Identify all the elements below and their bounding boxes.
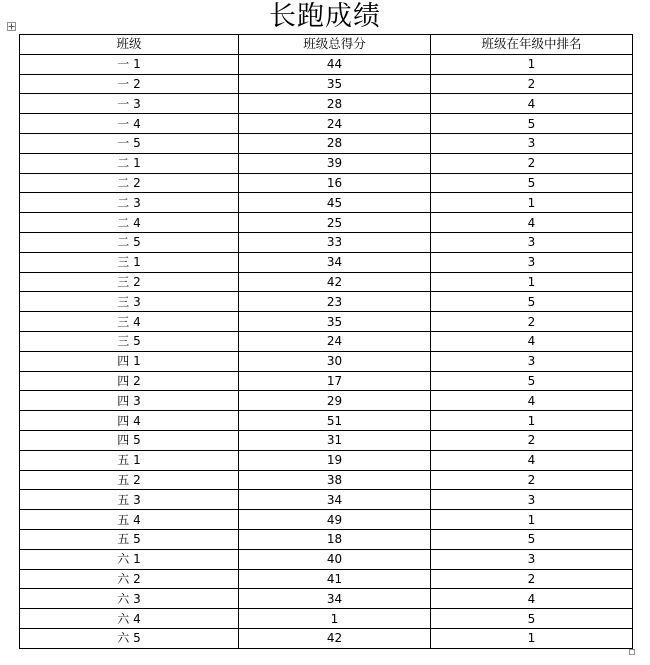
column-header-total-score: 班级总得分 bbox=[239, 35, 431, 55]
cell-class: 六 1 bbox=[20, 549, 239, 569]
table-row bbox=[20, 549, 633, 569]
table-row bbox=[20, 430, 633, 450]
cell-total-score: 40 bbox=[239, 549, 431, 569]
cell-class: 五 2 bbox=[20, 470, 239, 490]
cell-class: 四 3 bbox=[20, 391, 239, 411]
table-row bbox=[20, 193, 633, 213]
table-row bbox=[20, 232, 633, 252]
cell-total-score: 34 bbox=[239, 589, 431, 609]
table-row bbox=[20, 54, 633, 74]
cell-class: 一 1 bbox=[20, 54, 239, 74]
cell-class: 一 5 bbox=[20, 133, 239, 153]
cell-grade-rank: 5 bbox=[431, 292, 633, 312]
cell-grade-rank: 4 bbox=[431, 94, 633, 114]
table-row bbox=[20, 450, 633, 470]
table-row bbox=[20, 589, 633, 609]
cell-total-score: 28 bbox=[239, 94, 431, 114]
cell-class: 三 3 bbox=[20, 292, 239, 312]
cell-grade-rank: 4 bbox=[431, 450, 633, 470]
table-row bbox=[20, 529, 633, 549]
cell-total-score: 28 bbox=[239, 133, 431, 153]
cell-grade-rank: 3 bbox=[431, 351, 633, 371]
cell-total-score: 42 bbox=[239, 628, 431, 648]
table-row bbox=[20, 510, 633, 530]
cell-class: 五 1 bbox=[20, 450, 239, 470]
cell-class: 三 5 bbox=[20, 331, 239, 351]
cell-grade-rank: 1 bbox=[431, 54, 633, 74]
table-row bbox=[20, 272, 633, 292]
resize-square-icon[interactable] bbox=[629, 649, 635, 655]
cell-total-score: 35 bbox=[239, 74, 431, 94]
cell-total-score: 51 bbox=[239, 411, 431, 431]
cell-grade-rank: 4 bbox=[431, 331, 633, 351]
table-row bbox=[20, 490, 633, 510]
cell-grade-rank: 3 bbox=[431, 133, 633, 153]
table-body bbox=[20, 54, 633, 648]
cell-total-score: 1 bbox=[239, 609, 431, 629]
cell-grade-rank: 3 bbox=[431, 490, 633, 510]
cell-grade-rank: 5 bbox=[431, 114, 633, 134]
cell-total-score: 39 bbox=[239, 153, 431, 173]
cell-total-score: 17 bbox=[239, 371, 431, 391]
table-row bbox=[20, 470, 633, 490]
cell-total-score: 31 bbox=[239, 430, 431, 450]
cell-grade-rank: 3 bbox=[431, 252, 633, 272]
cell-grade-rank: 5 bbox=[431, 371, 633, 391]
move-cross-icon[interactable] bbox=[7, 22, 16, 31]
table-row bbox=[20, 173, 633, 193]
cell-total-score: 33 bbox=[239, 232, 431, 252]
cell-total-score: 49 bbox=[239, 510, 431, 530]
table-row bbox=[20, 252, 633, 272]
cell-total-score: 34 bbox=[239, 490, 431, 510]
cell-class: 二 2 bbox=[20, 173, 239, 193]
table-header-row bbox=[20, 35, 633, 55]
cell-total-score: 45 bbox=[239, 193, 431, 213]
cell-class: 六 5 bbox=[20, 628, 239, 648]
table-row bbox=[20, 213, 633, 233]
cell-grade-rank: 2 bbox=[431, 153, 633, 173]
cell-total-score: 24 bbox=[239, 331, 431, 351]
cell-class: 五 4 bbox=[20, 510, 239, 530]
cell-total-score: 16 bbox=[239, 173, 431, 193]
cell-total-score: 18 bbox=[239, 529, 431, 549]
cell-class: 三 1 bbox=[20, 252, 239, 272]
table-row bbox=[20, 94, 633, 114]
cell-grade-rank: 4 bbox=[431, 589, 633, 609]
cell-total-score: 35 bbox=[239, 312, 431, 332]
cell-grade-rank: 4 bbox=[431, 213, 633, 233]
table-row bbox=[20, 351, 633, 371]
cell-total-score: 24 bbox=[239, 114, 431, 134]
cell-total-score: 19 bbox=[239, 450, 431, 470]
cell-class: 六 4 bbox=[20, 609, 239, 629]
cell-class: 五 5 bbox=[20, 529, 239, 549]
cell-grade-rank: 1 bbox=[431, 193, 633, 213]
cell-class: 四 4 bbox=[20, 411, 239, 431]
column-header-grade-rank: 班级在年级中排名 bbox=[431, 35, 633, 55]
table-row bbox=[20, 371, 633, 391]
cell-grade-rank: 1 bbox=[431, 628, 633, 648]
cell-total-score: 23 bbox=[239, 292, 431, 312]
cell-class: 四 5 bbox=[20, 430, 239, 450]
table-row bbox=[20, 609, 633, 629]
cell-class: 六 2 bbox=[20, 569, 239, 589]
cell-grade-rank: 4 bbox=[431, 391, 633, 411]
cell-grade-rank: 5 bbox=[431, 173, 633, 193]
cell-class: 四 2 bbox=[20, 371, 239, 391]
move-cross-glyph bbox=[8, 23, 15, 30]
table-row bbox=[20, 628, 633, 648]
cell-grade-rank: 2 bbox=[431, 74, 633, 94]
cell-grade-rank: 5 bbox=[431, 609, 633, 629]
table-row bbox=[20, 292, 633, 312]
cell-class: 二 1 bbox=[20, 153, 239, 173]
table-row bbox=[20, 153, 633, 173]
cell-grade-rank: 1 bbox=[431, 510, 633, 530]
cell-total-score: 25 bbox=[239, 213, 431, 233]
cell-total-score: 42 bbox=[239, 272, 431, 292]
cell-class: 二 4 bbox=[20, 213, 239, 233]
cell-grade-rank: 2 bbox=[431, 312, 633, 332]
cell-class: 六 3 bbox=[20, 589, 239, 609]
cell-total-score: 38 bbox=[239, 470, 431, 490]
table-row bbox=[20, 74, 633, 94]
cell-grade-rank: 5 bbox=[431, 529, 633, 549]
results-table bbox=[19, 34, 633, 649]
cell-class: 五 3 bbox=[20, 490, 239, 510]
cell-class: 三 2 bbox=[20, 272, 239, 292]
cell-grade-rank: 2 bbox=[431, 569, 633, 589]
table-row bbox=[20, 331, 633, 351]
table-row bbox=[20, 391, 633, 411]
cell-class: 一 2 bbox=[20, 74, 239, 94]
cell-class: 三 4 bbox=[20, 312, 239, 332]
cell-class: 二 5 bbox=[20, 232, 239, 252]
cell-class: 二 3 bbox=[20, 193, 239, 213]
cell-grade-rank: 1 bbox=[431, 411, 633, 431]
table-row bbox=[20, 133, 633, 153]
cell-total-score: 30 bbox=[239, 351, 431, 371]
cell-total-score: 34 bbox=[239, 252, 431, 272]
cell-grade-rank: 3 bbox=[431, 232, 633, 252]
cell-total-score: 44 bbox=[239, 54, 431, 74]
cell-grade-rank: 3 bbox=[431, 549, 633, 569]
table-row bbox=[20, 114, 633, 134]
table-row bbox=[20, 569, 633, 589]
table-row bbox=[20, 411, 633, 431]
cell-class: 一 3 bbox=[20, 94, 239, 114]
cell-grade-rank: 2 bbox=[431, 430, 633, 450]
table-row bbox=[20, 312, 633, 332]
column-header-class: 班级 bbox=[20, 35, 239, 55]
cell-grade-rank: 2 bbox=[431, 470, 633, 490]
cell-class: 四 1 bbox=[20, 351, 239, 371]
cell-total-score: 41 bbox=[239, 569, 431, 589]
page-title: 长跑成绩 bbox=[269, 1, 381, 32]
cell-grade-rank: 1 bbox=[431, 272, 633, 292]
cell-class: 一 4 bbox=[20, 114, 239, 134]
cell-total-score: 29 bbox=[239, 391, 431, 411]
